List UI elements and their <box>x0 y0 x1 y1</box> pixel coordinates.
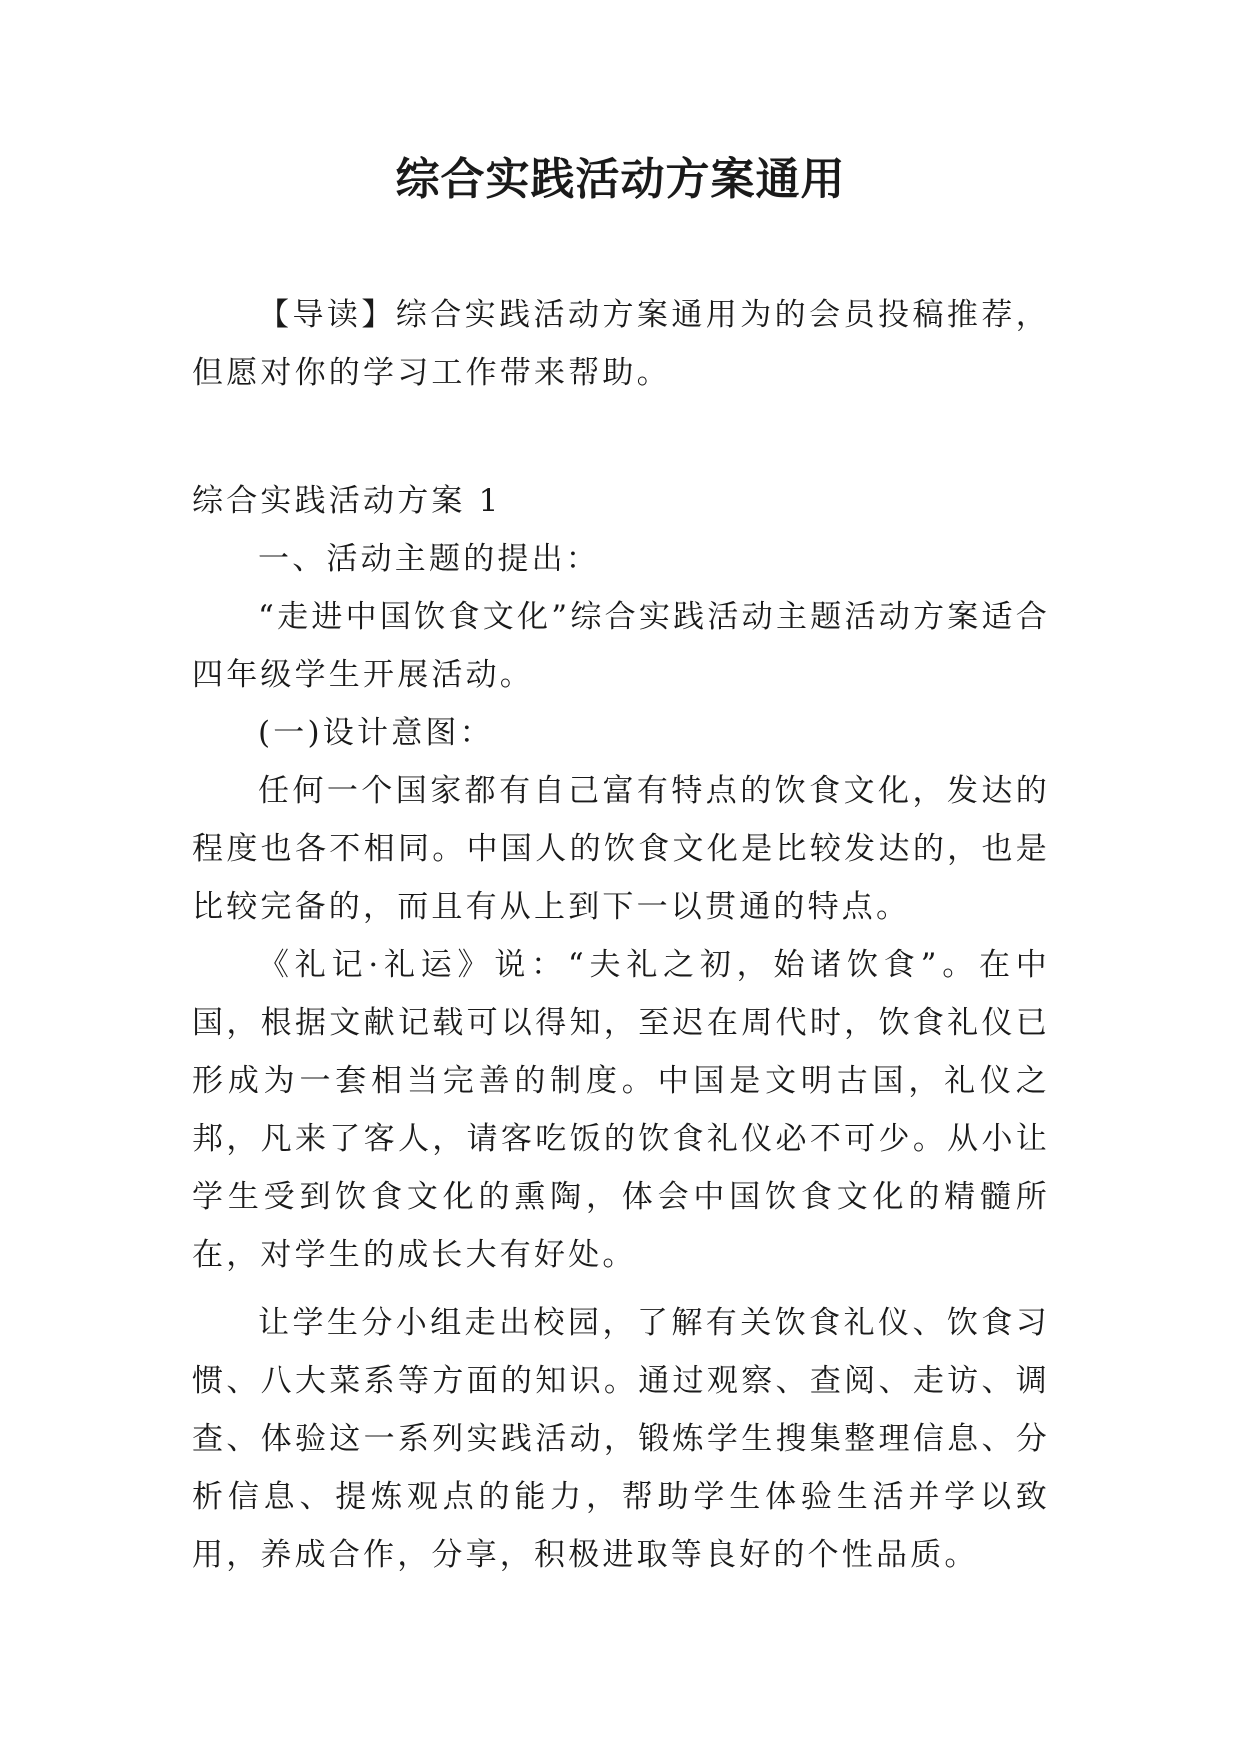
section-heading: 综合实践活动方案 1 <box>192 483 502 519</box>
paragraph-topic-intro: “走进中国饮食文化”综合实践活动主题活动方案适合四年级学生开展活动。 <box>192 599 1050 693</box>
document-title: 综合实践活动方案通用 <box>395 154 846 205</box>
paragraph-design-heading: (一)设计意图： <box>258 715 494 751</box>
paragraph-activities: 让学生分小组走出校园，了解有关饮食礼仪、饮食习惯、八大菜系等方面的知识。通过观察、查阅、走访、调查、体验这一系列实践活动，锻炼学生搜集整理信息、分析信息、提炼观点的能力，帮助学生体验生活并学以致用，养成合作，分享，积极进取等良好的个性品质。 <box>192 1305 1050 1573</box>
paragraph-topic-heading: 一、活动主题的提出： <box>258 541 600 577</box>
lead-paragraph: 【导读】综合实践活动方案通用为的会员投稿推荐，但愿对你的学习工作带来帮助。 <box>192 297 1050 391</box>
paragraph-food-culture: 任何一个国家都有自己富有特点的饮食文化，发达的程度也各不相同。中国人的饮食文化是比较发达的，也是比较完备的，而且有从上到下一以贯通的特点。 <box>192 773 1050 925</box>
paragraph-etiquette: 《礼记·礼运》说：“夫礼之初，始诸饮食”。在中国，根据文献记载可以得知，至迟在周代时，饮食礼仪已形成为一套相当完善的制度。中国是文明古国，礼仪之邦，凡来了客人，请客吃饭的饮食礼仪必不可少。从小让学生受到饮食文化的熏陶，体会中国饮食文化的精髓所在，对学生的成长大有好处。 <box>192 947 1050 1273</box>
document-body <box>192 286 1050 1584</box>
